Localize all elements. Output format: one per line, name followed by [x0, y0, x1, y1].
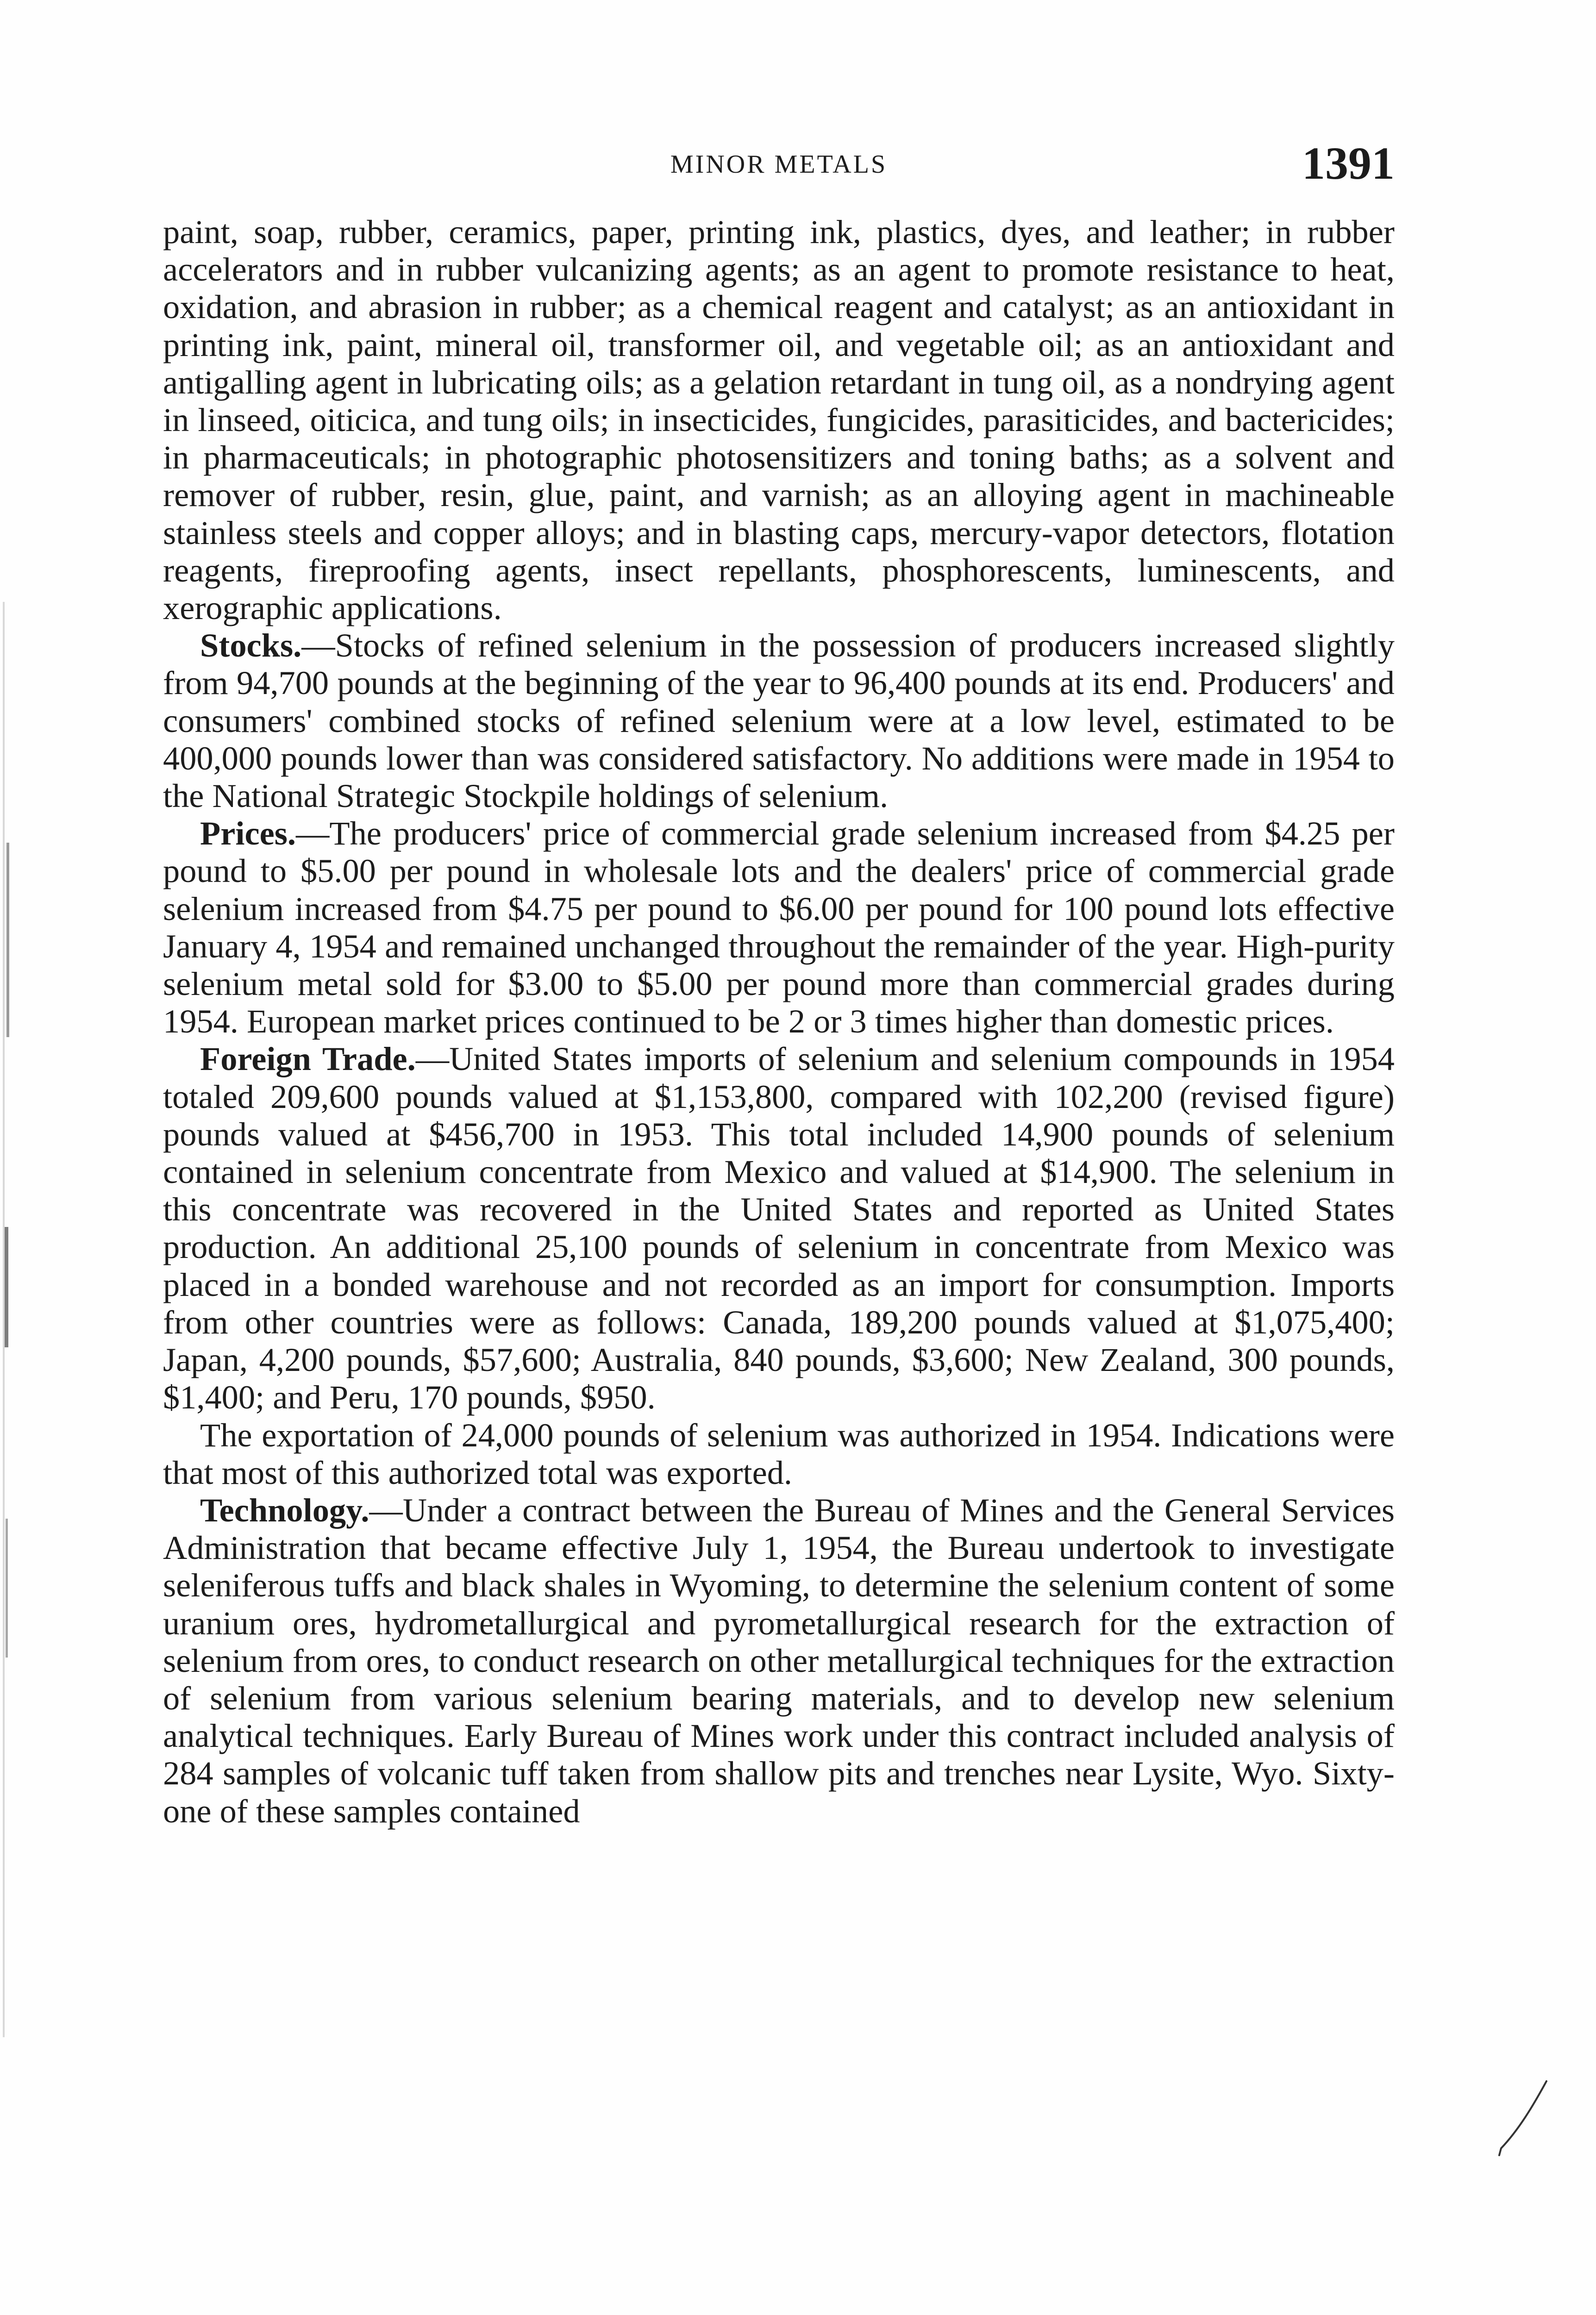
paragraph-prices: [163, 814, 1395, 1040]
running-header: [163, 137, 1395, 197]
body-text: [163, 213, 1395, 1830]
scan-edge-artifact: [0, 602, 19, 2037]
paragraph-text: The exportation of 24,000 pounds of selenium was authorized in 1954. Indications were that most of this authorized total was exported.: [163, 1416, 1395, 1491]
section-heading-technology: Technology.: [200, 1491, 369, 1529]
section-heading-prices: Prices.: [200, 814, 296, 852]
paragraph-text: —The producers' price of commercial grade selenium increased from $4.25 per pound to $5.00 per pound in wholesale lots and the dealers' price of commercial grade selenium increased from $4.75 per pound to $6.00 per pound for 100 pound lots effective January 4, 1954 and remained unchanged throughout the remainder of the year. High-purity selenium metal sold for $3.00 to $5.00 per pound more than commercial grades during 1954. European market prices continued to be 2 or 3 times higher than domestic prices.: [163, 814, 1395, 1040]
paragraph-text: —United States imports of selenium and selenium compounds in 1954 totaled 209,600 pounds valued at $1,153,800, compared with 102,200 (revised figure) pounds valued at $456,700 in 1953. This total included 14,900 pounds of selenium contained in selenium concentrate from Mexico and valued at $14,900. The selenium in this concentrate was recovered in the United States and reported as United States production. An additional 25,100 pounds of selenium in concentrate from Mexico was placed in a bonded warehouse and not recorded as an import for consumption. Imports from other countries were as follows: Canada, 189,200 pounds valued at $1,075,400; Japan, 4,200 pounds, $57,600; Australia, 840 pounds, $3,600; New Zealand, 300 pounds, $1,400; and Peru, 170 pounds, $950.: [163, 1040, 1395, 1416]
paragraph-foreign-trade: [163, 1040, 1395, 1416]
section-heading-stocks: Stocks.: [200, 626, 302, 664]
pencil-margin-mark: [1496, 2079, 1551, 2158]
page-number: 1391: [1302, 138, 1395, 189]
paragraph-text: —Under a contract between the Bureau of Mines and the General Services Administration that became effective July 1, 1954, the Bureau undertook to investigate seleniferous tuffs and black shales in Wyoming, to determine the selenium content of some uranium ores, hydrometallurgical and pyrometallurgical research for the extraction of selenium from ores, to conduct research on other metallurgical techniques for the extraction of selenium from various selenium bearing materials, and to develop new selenium analytical techniques. Early Bureau of Mines work under this contract included analysis of 284 samples of volcanic tuff taken from shallow pits and trenches near Lysite, Wyo. Sixty-one of these samples contained: [163, 1491, 1395, 1830]
paragraph-technology: [163, 1491, 1395, 1830]
paragraph-exports: [163, 1416, 1395, 1491]
paragraph-text: —Stocks of refined selenium in the possession of producers increased slightly from 94,700 pounds at the beginning of the year to 96,400 pounds at its end. Producers' and consumers' combined stocks of refined selenium were at a low level, estimated to be 400,000 pounds lower than was considered satisfactory. No additions were made in 1954 to the National Strategic Stockpile holdings of selenium.: [163, 626, 1395, 815]
section-heading-foreign-trade: Foreign Trade.: [200, 1040, 416, 1078]
paragraph-stocks: [163, 626, 1395, 814]
paragraph-uses-continued: [163, 213, 1395, 626]
running-title: MINOR METALS: [670, 150, 888, 179]
paragraph-text: paint, soap, rubber, ceramics, paper, printing ink, plastics, dyes, and leather; in rubber accelerators and in rubber vulcanizing agents; as an agent to promote resistance to heat, oxidation, and abrasion in rubber; as a chemical reagent and catalyst; as an antioxidant in printing ink, paint, mineral oil, transformer oil, and vegetable oil; as an antioxidant and antigalling agent in lubricating oils; as a gelation retardant in tung oil, as a nondrying agent in linseed, oiticica, and tung oils; in insecticides, fungicides, parasiticides, and bactericides; in pharmaceuticals; in photographic photosensitizers and toning baths; as a solvent and remover of rubber, resin, glue, paint, and varnish; as an alloying agent in machineable stainless steels and copper alloys; and in blasting caps, mercury-vapor detectors, flotation reagents, fireproofing agents, insect repellants, phosphorescents, luminescents, and xerographic applications.: [163, 213, 1395, 627]
